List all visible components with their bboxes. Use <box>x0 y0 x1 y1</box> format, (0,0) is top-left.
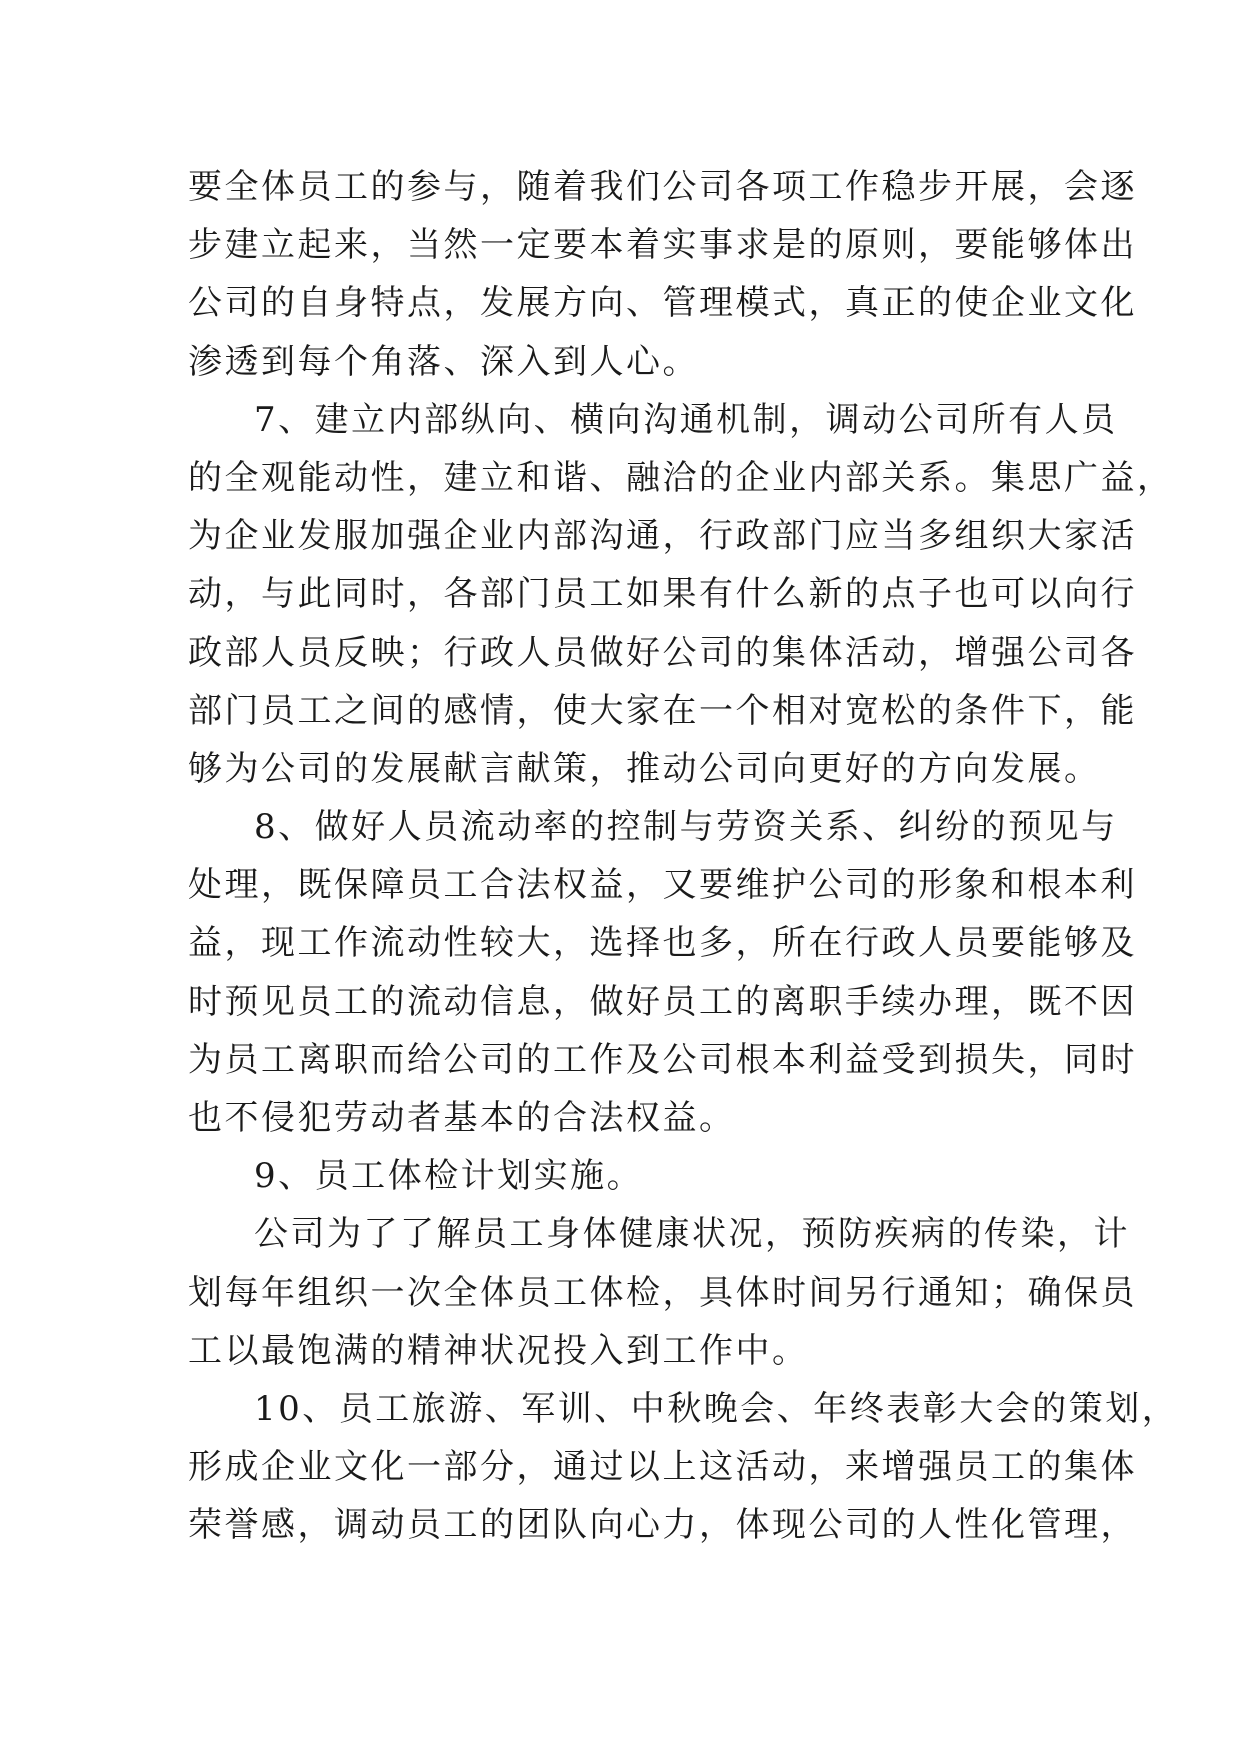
text-line: 为员工离职而给公司的工作及公司根本利益受到损失，同时 <box>188 1039 1137 1080</box>
text-line: 处理，既保障员工合法权益，又要维护公司的形象和根本利 <box>188 865 1137 906</box>
text-line: 10、员工旅游、军训、中秋晚会、年终表彰大会的策划， <box>254 1388 1179 1429</box>
text-line: 够为公司的发展献言献策，推动公司向更好的方向发展。 <box>188 748 1101 789</box>
text-line: 渗透到每个角落、深入到人心。 <box>188 341 699 382</box>
text-line: 9、员工体检计划实施。 <box>254 1156 644 1197</box>
text-line: 荣誉感，调动员工的团队向心力，体现公司的人性化管理， <box>188 1505 1137 1546</box>
text-line: 公司的自身特点，发展方向、管理模式，真正的使企业文化 <box>188 283 1137 324</box>
text-line: 8、做好人员流动率的控制与劳资关系、纠纷的预见与 <box>254 807 1118 848</box>
text-line: 划每年组织一次全体员工体检，具体时间另行通知；确保员 <box>188 1272 1137 1313</box>
text-line: 形成企业文化一部分，通过以上这活动，来增强员工的集体 <box>188 1447 1137 1488</box>
text-line: 动，与此同时，各部门员工如果有什么新的点子也可以向行 <box>188 574 1137 615</box>
text-line: 政部人员反映；行政人员做好公司的集体活动，增强公司各 <box>188 632 1137 673</box>
text-line: 也不侵犯劳动者基本的合法权益。 <box>188 1098 736 1138</box>
text-line: 要全体员工的参与，随着我们公司各项工作稳步开展，会逐 <box>188 167 1137 207</box>
body-text <box>188 158 1179 1555</box>
text-line: 时预见员工的流动信息，做好员工的离职手续办理，既不因 <box>188 981 1137 1022</box>
text-line: 为企业发服加强企业内部沟通，行政部门应当多组织大家活 <box>188 516 1137 557</box>
text-line: 步建立起来，当然一定要本着实事求是的原则，要能够体出 <box>188 225 1137 266</box>
text-line: 的全观能动性，建立和谐、融洽的企业内部关系。集思广益， <box>188 457 1174 498</box>
text-line: 工以最饱满的精神状况投入到工作中。 <box>188 1330 809 1371</box>
text-line: 公司为了了解员工身体健康状况，预防疾病的传染，计 <box>254 1214 1130 1255</box>
text-line: 7、建立内部纵向、横向沟通机制，调动公司所有人员 <box>254 399 1118 440</box>
text-line: 部门员工之间的感情，使大家在一个相对宽松的条件下，能 <box>188 690 1137 731</box>
text-line: 益，现工作流动性较大，选择也多，所在行政人员要能够及 <box>188 923 1137 964</box>
